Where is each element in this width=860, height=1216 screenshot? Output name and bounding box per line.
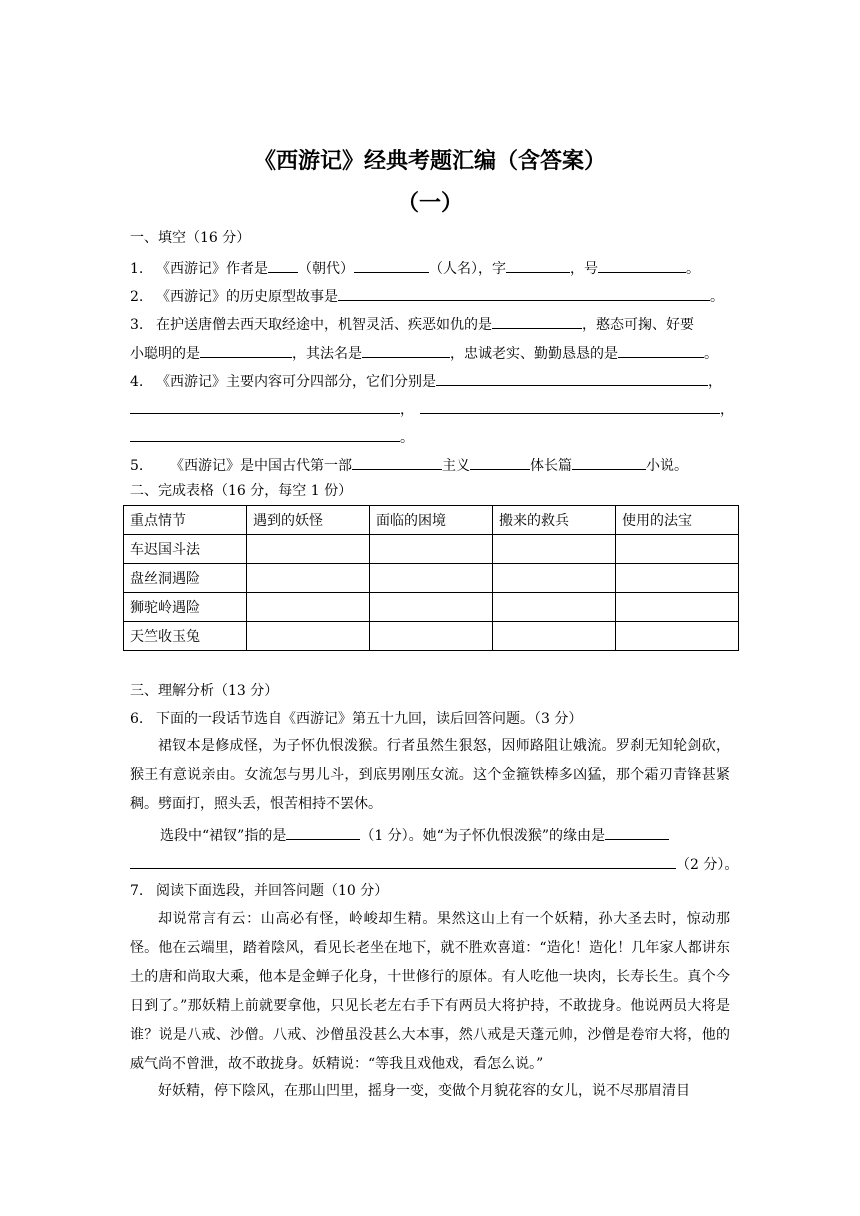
q1-blank-hao[interactable] bbox=[598, 257, 686, 273]
q5-blank-2[interactable] bbox=[470, 454, 530, 470]
table-header: 使用的法宝 bbox=[616, 506, 739, 535]
table-header-row bbox=[124, 506, 739, 535]
row-label: 车迟国斗法 bbox=[124, 535, 247, 564]
section3-heading: 三、理解分析（13 分） bbox=[130, 683, 279, 699]
answer-cell[interactable] bbox=[493, 535, 616, 564]
question-4-line2: ， ， bbox=[130, 398, 730, 420]
table-header: 搬来的救兵 bbox=[493, 506, 616, 535]
question-2: 2. 《西游记》的历史原型故事是 。 bbox=[130, 285, 730, 307]
answer-cell[interactable] bbox=[493, 622, 616, 651]
q3-blank-1[interactable] bbox=[492, 313, 582, 329]
table-row bbox=[124, 622, 739, 651]
q3-blank-4[interactable] bbox=[618, 342, 704, 358]
row-label: 盘丝洞遇险 bbox=[124, 564, 247, 593]
answer-cell[interactable] bbox=[493, 564, 616, 593]
section1-heading: 一、填空（16 分） bbox=[130, 230, 251, 246]
answer-cell[interactable] bbox=[370, 535, 493, 564]
q6-blank-1[interactable] bbox=[286, 824, 360, 840]
q3-blank-3[interactable] bbox=[362, 342, 450, 358]
q6-blank-2[interactable] bbox=[605, 824, 669, 840]
q6-passage: 裙钗本是修成怪，为子怀仇恨泼猴。行者虽然生狠怒，因师路阻让娥流。罗刹无知轮剑砍，猴王有意说亲由。女流怎与男儿斗，到底男刚压女流。这个金箍铁棒多凶猛，那个霜刃青锋甚紧稠。劈面打，照头丢，恨苦相持不罢休。 bbox=[130, 738, 730, 812]
answer-cell[interactable] bbox=[493, 593, 616, 622]
q4-blank-3[interactable] bbox=[420, 398, 720, 414]
answer-cell[interactable] bbox=[247, 564, 370, 593]
table-row bbox=[124, 535, 739, 564]
table-header: 遇到的妖怪 bbox=[247, 506, 370, 535]
question-4-line3: 。 bbox=[130, 426, 730, 448]
q1-number: 1. bbox=[130, 261, 144, 277]
answer-cell[interactable] bbox=[616, 593, 739, 622]
q7-passage-1: 却说常言有云：山高必有怪，岭峻却生精。果然这山上有一个妖精，孙大圣去时，惊动那怪。他在云端里，踏着陰风，看见长老坐在地下，就不胜欢喜道：“造化！造化！几年家人都讲东土的唐和尚取大乘，他本是金蝉子化身，十世修行的原体。有人吃他一块肉，长寿长生。真个今日到了。”那妖精上前就要拿他，只见长老左右手下有两员大将护持，不敢拢身。他说两员大将是谁？说是八戒、沙僧。八戒、沙僧虽没甚么大本事，然八戒是天蓬元帅，沙僧是卷帘大将，他的威气尚不曾泄，故不敢拢身。妖精说：“等我且戏他戏，看怎么说。” bbox=[130, 911, 730, 1072]
answer-cell[interactable] bbox=[616, 535, 739, 564]
answer-cell[interactable] bbox=[370, 622, 493, 651]
table-row bbox=[124, 564, 739, 593]
q6-blank-3[interactable] bbox=[130, 853, 676, 869]
q1-blank-zi[interactable] bbox=[506, 257, 570, 273]
question-6: 6. 下面的一段话节选自《西游记》第五十九回，读后回答问题。（3 分） bbox=[130, 711, 583, 727]
answer-cell[interactable] bbox=[370, 564, 493, 593]
row-label: 天竺收玉兔 bbox=[124, 622, 247, 651]
question-7: 7. 阅读下面选段，并回答问题（10 分） bbox=[130, 883, 389, 899]
question-1: 1. 《西游记》作者是 （朝代） （人名），字 ，号 。 bbox=[130, 257, 730, 279]
q4-blank-2[interactable] bbox=[130, 398, 400, 414]
q6-ask-line1: 选段中“裙钗”指的是 （1 分）。她“为子怀仇恨泼猴”的缘由是 bbox=[130, 824, 730, 846]
answer-cell[interactable] bbox=[247, 593, 370, 622]
answer-cell[interactable] bbox=[616, 622, 739, 651]
q1-blank-dynasty[interactable] bbox=[268, 257, 298, 273]
table-header: 面临的困境 bbox=[370, 506, 493, 535]
q7-passage-2: 好妖精，停下陰风，在那山凹里，摇身一变，变做个月貌花容的女儿，说不尽那眉清目 bbox=[158, 1083, 690, 1099]
question-3-line1: 3. 在护送唐僧去西天取经途中，机智灵活、疾恶如仇的是 ，憨态可掬、好要 bbox=[130, 313, 730, 335]
answer-cell[interactable] bbox=[616, 564, 739, 593]
q5-blank-3[interactable] bbox=[572, 454, 646, 470]
question-4-line1: 4. 《西游记》主要内容可分四部分，它们分别是 ， bbox=[130, 370, 730, 392]
plot-table bbox=[123, 505, 739, 651]
question-3-line2: 小聪明的是 ，其法名是 ，忠诚老实、勤勤恳恳的是 。 bbox=[130, 342, 730, 364]
q4-blank-1[interactable] bbox=[436, 370, 708, 386]
q2-blank[interactable] bbox=[338, 285, 710, 301]
answer-cell[interactable] bbox=[247, 622, 370, 651]
q5-blank-1[interactable] bbox=[352, 454, 442, 470]
question-5: 5. 《西游记》是中国古代第一部 主义 体长篇 小说。 bbox=[130, 454, 730, 476]
table-row bbox=[124, 593, 739, 622]
answer-cell[interactable] bbox=[247, 535, 370, 564]
document-subtitle: （一） bbox=[396, 191, 463, 216]
row-label: 狮驼岭遇险 bbox=[124, 593, 247, 622]
q4-blank-4[interactable] bbox=[130, 426, 400, 442]
section2-heading: 二、完成表格（16 分，每空 1 份） bbox=[130, 483, 353, 499]
document-title: 《西游记》经典考题汇编（含答案） bbox=[253, 149, 606, 174]
table-header: 重点情节 bbox=[124, 506, 247, 535]
q6-ask-line2: （2 分）。 bbox=[130, 853, 730, 875]
answer-cell[interactable] bbox=[370, 593, 493, 622]
q1-blank-author[interactable] bbox=[354, 257, 429, 273]
q3-blank-2[interactable] bbox=[200, 342, 292, 358]
